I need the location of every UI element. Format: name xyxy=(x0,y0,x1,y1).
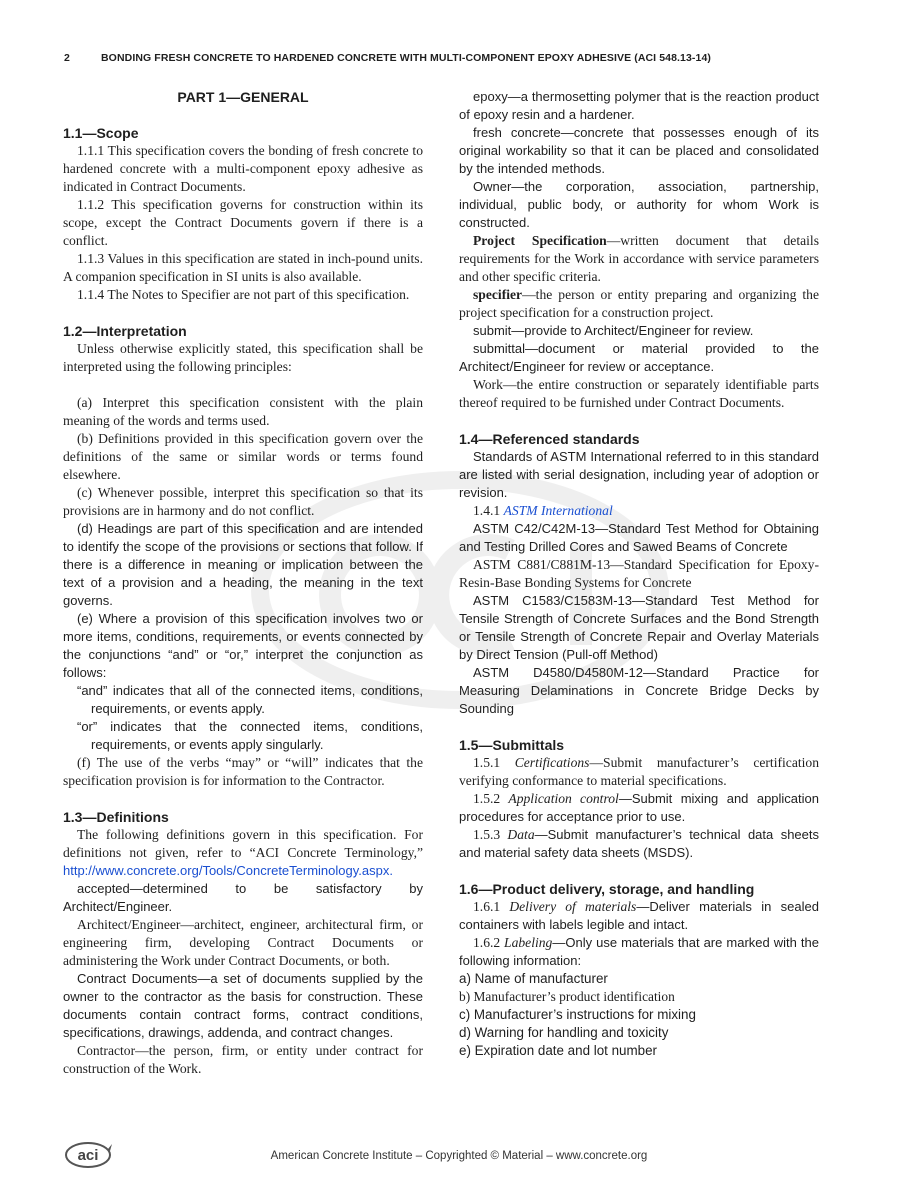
paragraph-1-5-3 xyxy=(459,826,819,862)
paragraph-title: Data xyxy=(507,827,535,842)
standard-c42: ASTM C42/C42M-13—Standard Test Method for Obtaining and Testing Drilled Cores and Sawed Beams of Concrete xyxy=(459,521,819,554)
paragraph-number: 1.6.2 xyxy=(473,935,501,950)
paragraph-1-5-2 xyxy=(459,790,819,826)
paragraph-1-1-3: 1.1.3 Values in this specification are stated in inch-pound units. A companion specification in SI units is also available. xyxy=(63,251,423,284)
definition-contract-documents: Contract Documents—a set of documents supplied by the owner to the contractor as the basis for construction. These documents contain contract forms, contract conditions, specifications, drawings, addenda, and contract changes. xyxy=(63,971,423,1040)
definitions-intro-text: The following definitions govern in this specification. For definitions not given, refer to “ACI Concrete Terminology,” xyxy=(63,827,423,860)
footer-copyright: American Concrete Institute – Copyrighted © Material – www.concrete.org xyxy=(270,1150,648,1162)
list-item: c) Manufacturer’s instructions for mixing xyxy=(459,1007,696,1022)
term-specifier: specifier xyxy=(473,287,523,302)
list-item: d) Warning for handling and toxicity xyxy=(459,1025,669,1040)
definition-architect-engineer: Architect/Engineer—architect, engineer, architectural firm, or engineering firm, developing Contract Documents or administering the Work under Contract Documents, or both. xyxy=(63,917,423,968)
section-heading-referenced-standards: 1.4—Referenced standards xyxy=(459,431,640,447)
definition-submittal: submittal—document or material provided to the Architect/Engineer for review or acceptance. xyxy=(459,341,819,374)
paragraph-text: —Submit manufacturer’s technical data sheets and material safety data sheets (MSDS). xyxy=(459,827,819,860)
standard-c1583: ASTM C1583/C1583M-13—Standard Test Method for Tensile Strength of Concrete Surfaces and the Bond Strength or Tensile Strength of Concrete Repair and Overlay Materials by Direct Tension (Pull-off Method) xyxy=(459,593,819,662)
aci-logo-text: aci xyxy=(77,1147,99,1164)
paragraph-number: 1.5.3 xyxy=(473,827,501,842)
definition-work: Work—the entire construction or separately identifiable parts thereof required to be furnished under Contract Documents. xyxy=(459,377,819,410)
subsection-1-4-1-number: 1.4.1 xyxy=(473,503,501,518)
paragraph-1-1-1: 1.1.1 This specification covers the bonding of fresh concrete to hardened concrete with a multi-component epoxy adhesive as indicated in Contract Documents. xyxy=(63,143,423,194)
paragraph-1-1-2: 1.1.2 This specification governs for construction within its scope, except the Contract Documents govern if there is a conflict. xyxy=(63,197,423,248)
paragraph-text: —Only use materials that are marked with the following information: xyxy=(459,935,819,968)
list-item: e) Expiration date and lot number xyxy=(459,1043,658,1058)
paragraph-title: Certifications xyxy=(514,755,590,770)
definition-fresh-concrete: fresh concrete—concrete that possesses enough of its original workability so that it can be placed and consolidated by the intended methods. xyxy=(459,125,819,176)
paragraph-1-6-1 xyxy=(459,898,819,934)
list-item: a) Name of manufacturer xyxy=(459,971,608,986)
paragraph-text: —Deliver materials in sealed containers with labels legible and intact. xyxy=(459,899,819,932)
interpretation-intro: Unless otherwise explicitly stated, this specification shall be interpreted using the following principles: xyxy=(63,341,423,374)
definition-project-specification-text: —written document that details requirements for the Work in accordance with service parameters and other specific criteria. xyxy=(459,233,819,284)
astm-international-link[interactable]: ASTM International xyxy=(503,503,613,518)
part-title: PART 1—GENERAL xyxy=(177,89,309,105)
list-item: b) Manufacturer’s product identification xyxy=(459,989,675,1004)
paragraph-title: Labeling xyxy=(504,935,553,950)
interpretation-e-and: “and” indicates that all of the connected items, conditions, requirements, or events apply. xyxy=(77,683,423,716)
interpretation-a: (a) Interpret this specification consistent with the plain meaning of the words and terms used. xyxy=(63,395,423,428)
definition-specifier-text: —the person or entity preparing and organizing the project specification for a construction project. xyxy=(459,287,819,320)
interpretation-c: (c) Whenever possible, interpret this specification so that its provisions are in harmony and do not conflict. xyxy=(63,485,423,518)
paragraph-number: 1.5.1 xyxy=(473,755,501,770)
section-heading-submittals: 1.5—Submittals xyxy=(459,737,565,753)
interpretation-d: (d) Headings are part of this specification and are intended to identify the scope of the provisions or sections that follow. If there is a difference in meaning or implication between the text of a provision and a heading, the meaning in the text governs. xyxy=(63,521,423,608)
standards-intro: Standards of ASTM International referred to in this standard are listed with serial designation, including year of adoption or revision. xyxy=(459,449,819,500)
standard-d4580: ASTM D4580/D4580M-12—Standard Practice for Measuring Delaminations in Concrete Bridge Decks by Sounding xyxy=(459,665,819,716)
interpretation-b: (b) Definitions provided in this specification govern over the definitions of the same or similar words or terms found elsewhere. xyxy=(63,431,423,482)
paragraph-title: Delivery of materials xyxy=(509,899,637,914)
paragraph-1-1-4: 1.1.4 The Notes to Specifier are not part of this specification. xyxy=(77,287,410,302)
definition-accepted: accepted—determined to be satisfactory by Architect/Engineer. xyxy=(63,881,423,914)
paragraph-1-5-1 xyxy=(459,754,819,790)
paragraph-number: 1.5.2 xyxy=(473,791,501,806)
definition-owner: Owner—the corporation, association, partnership, individual, public body, or authority for whom Work is constructed. xyxy=(459,179,819,230)
term-project-specification: Project Specification xyxy=(473,233,607,248)
definition-epoxy: epoxy—a thermosetting polymer that is the reaction product of epoxy resin and a hardener. xyxy=(459,89,819,122)
paragraph-title: Application control xyxy=(508,791,619,806)
paragraph-text: —Submit manufacturer’s certification verifying conformance to material specifications. xyxy=(459,755,819,788)
definition-project-specification xyxy=(459,232,819,286)
paragraph-text: —Submit mixing and application procedures for acceptance prior to use. xyxy=(459,791,819,824)
subsection-1-4-1 xyxy=(459,502,819,520)
definition-submit: submit—provide to Architect/Engineer for review. xyxy=(473,323,754,338)
standard-c881: ASTM C881/C881M-13—Standard Specification for Epoxy-Resin-Base Bonding Systems for Concrete xyxy=(459,557,819,590)
interpretation-f: (f) The use of the verbs “may” or “will” indicates that the specification provision is for information to the Contractor. xyxy=(63,755,423,788)
section-heading-definitions: 1.3—Definitions xyxy=(63,809,169,825)
right-column xyxy=(459,88,819,1060)
interpretation-e-or: “or” indicates that the connected items, conditions, requirements, or events apply singularly. xyxy=(77,719,423,752)
definition-specifier xyxy=(459,286,819,322)
page-number: 2 xyxy=(64,52,70,64)
running-title: BONDING FRESH CONCRETE TO HARDENED CONCRETE WITH MULTI-COMPONENT EPOXY ADHESIVE (ACI 548.13-14) xyxy=(101,52,712,64)
paragraph-number: 1.6.1 xyxy=(473,899,501,914)
section-heading-interpretation: 1.2—Interpretation xyxy=(63,323,187,339)
section-heading-delivery: 1.6—Product delivery, storage, and handling xyxy=(459,881,755,897)
definition-contractor: Contractor—the person, firm, or entity under contract for construction of the Work. xyxy=(63,1043,423,1076)
interpretation-e: (e) Where a provision of this specification involves two or more items, conditions, requirements, or events connected by the conjunctions “and” or “or,” interpret the conjunction as follows: xyxy=(63,611,423,680)
left-column xyxy=(63,88,423,1078)
paragraph-1-6-2 xyxy=(459,934,819,970)
terminology-link[interactable]: http://www.concrete.org/Tools/ConcreteTerminology.aspx. xyxy=(63,863,393,878)
section-heading-scope: 1.1—Scope xyxy=(63,125,139,141)
labeling-list xyxy=(459,970,819,1060)
running-header xyxy=(64,52,864,64)
definitions-intro xyxy=(63,826,423,880)
